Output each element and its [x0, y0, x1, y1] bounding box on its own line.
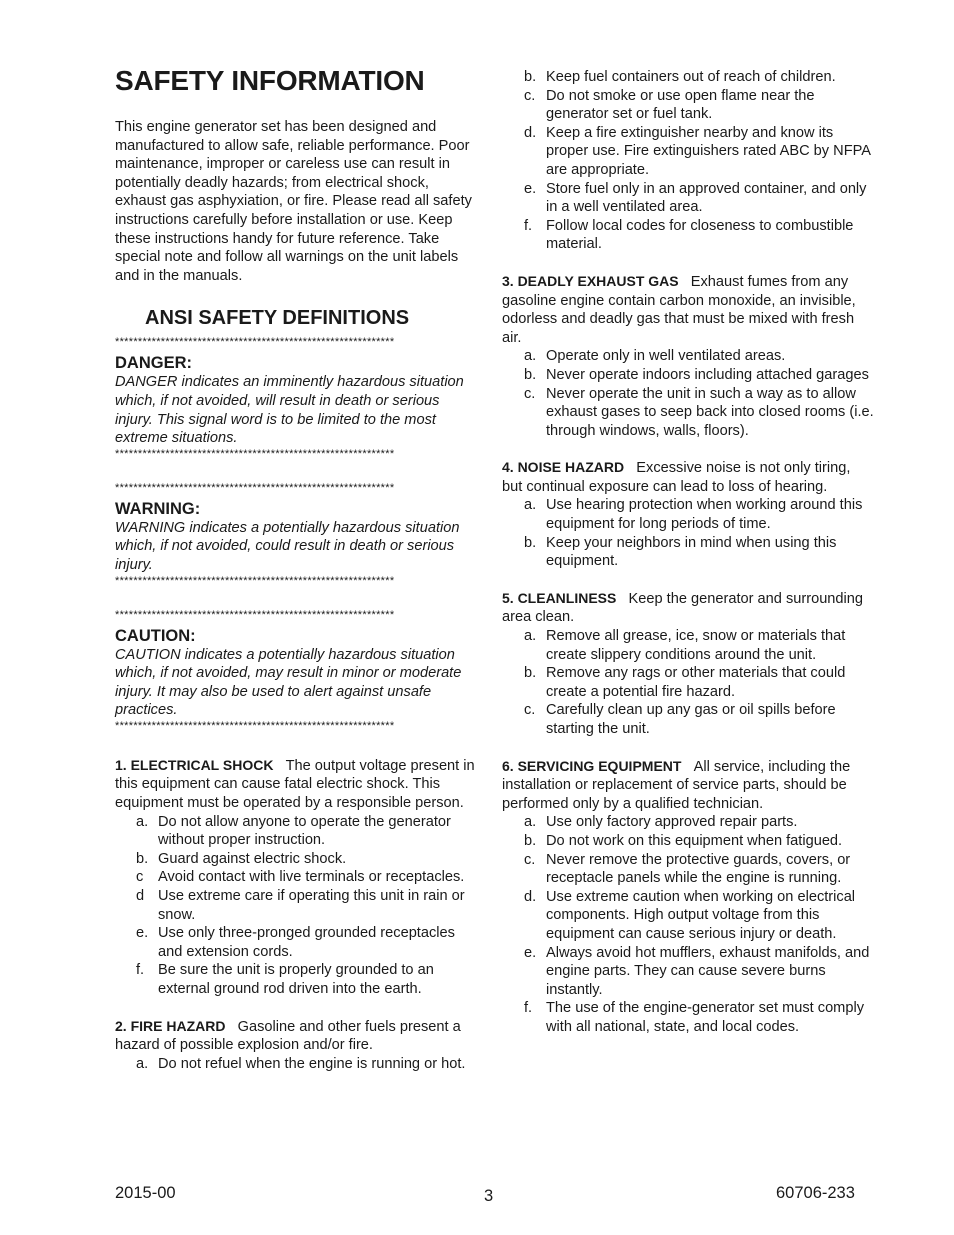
danger-body: DANGER indicates an imminently hazardous situation which, if not avoided, will result in death or serious injury. This signal word is to be limited to the most extreme situations.: [115, 374, 464, 447]
list-item: [524, 534, 874, 571]
list-text: Guard against electric shock.: [158, 850, 347, 867]
section-text: All service, including the installation or replacement of service parts, should be performed only by a qualified technician.: [502, 758, 851, 812]
section-text: Excessive noise is not only tiring, but continual exposure can lead to loss of hearing.: [502, 460, 851, 495]
list-text: Always avoid hot mufflers, exhaust manifolds, and engine parts. They can cause severe burns instantly.: [546, 944, 870, 998]
list-marker: a.: [524, 497, 537, 514]
list-text: Follow local codes for closeness to combustible material.: [546, 217, 854, 253]
danger-title: DANGER:: [115, 354, 192, 373]
list-marker: c.: [524, 851, 536, 868]
list-marker: e.: [524, 944, 537, 961]
list-marker: d.: [524, 888, 537, 905]
page-title: SAFETY INFORMATION: [115, 65, 425, 96]
list-text: Keep your neighbors in mind when using this equipment.: [546, 534, 837, 570]
section-list: [524, 627, 874, 739]
list-text: The use of the engine-generator set must comply with all national, state, and local codes.: [546, 1000, 864, 1035]
divider: *************************************************************: [115, 336, 395, 349]
list-marker: a.: [136, 1055, 149, 1072]
caution-body: CAUTION indicates a potentially hazardous situation which, if not avoided, may result in minor or moderate injury. It may also be used to alert against unsafe practices.: [115, 646, 462, 719]
divider: *************************************************************: [115, 608, 395, 621]
list-text: Never operate the unit in such a way as to allow exhaust gases to seep back into closed rooms (i.e. through windows, walls, floors).: [546, 385, 874, 439]
footer-part-number: 60706-233: [776, 1184, 855, 1202]
list-marker: b.: [524, 665, 537, 682]
list-item: [524, 701, 874, 738]
list-text: Carefully clean up any gas or oil spills before starting the unit.: [546, 702, 836, 737]
list-marker: b.: [524, 534, 537, 551]
section-heading: 3. DEADLY EXHAUST GAS: [502, 272, 679, 289]
list-text: Avoid contact with live terminals or receptacles.: [158, 869, 465, 886]
list-text: Operate only in well ventilated areas.: [546, 348, 786, 365]
list-text: Use extreme caution when working on electrical components. High output voltage from this equipment can cause serious injury or death.: [546, 888, 856, 942]
list-item: [136, 924, 480, 961]
list-marker: a.: [524, 628, 537, 645]
left-column: [115, 64, 480, 1073]
page-number: 3: [484, 1187, 494, 1205]
list-marker: a.: [524, 348, 537, 365]
list-marker: b.: [136, 850, 149, 867]
list-text: Store fuel only in an approved container, and only in a well ventilated area.: [546, 180, 867, 216]
list-text: Use extreme care if operating this unit in rain or snow.: [158, 888, 465, 923]
list-marker: b.: [524, 69, 537, 85]
section-text: Keep the generator and surrounding area clean.: [502, 590, 864, 626]
divider: *************************************************************: [115, 719, 395, 732]
list-item: [524, 627, 874, 664]
list-item: [136, 961, 480, 998]
list-marker: c.: [524, 702, 536, 719]
list-item: [524, 496, 874, 533]
list-text: Keep fuel containers out of reach of children.: [546, 69, 836, 85]
list-text: Use only factory approved repair parts.: [546, 814, 798, 831]
list-item: [136, 813, 480, 850]
section-text: Exhaust fumes from any gasoline engine contain carbon monoxide, an invisible, odorless and deadly gas that must be mixed with fresh air.: [502, 273, 856, 346]
list-text: Use hearing protection when working around this equipment for long periods of time.: [546, 497, 863, 533]
divider: *************************************************************: [115, 447, 395, 460]
list-marker: f.: [524, 217, 533, 234]
divider: *************************************************************: [115, 481, 395, 494]
list-item: [524, 347, 874, 366]
section-heading: 5. CLEANLINESS: [502, 589, 617, 606]
list-text: Do not smoke or use open flame near the generator set or fuel tank.: [546, 87, 815, 123]
list-item: [524, 832, 874, 851]
section-list: [524, 813, 874, 1036]
list-marker: e.: [136, 925, 149, 942]
list-item: [524, 68, 874, 87]
right-column: [502, 68, 874, 1037]
footer-date: 2015-00: [115, 1184, 176, 1202]
list-item: [524, 851, 874, 888]
section-heading: 6. SERVICING EQUIPMENT: [502, 757, 682, 774]
list-text: Do not refuel when the engine is running or hot.: [158, 1055, 466, 1072]
list-marker: c.: [524, 385, 536, 402]
ansi-heading: ANSI SAFETY DEFINITIONS: [145, 307, 410, 330]
section-servicing: [502, 757, 874, 1037]
section-heading: 1. ELECTRICAL SHOCK: [115, 756, 274, 773]
section-text: The output voltage present in this equipment can cause fatal electric shock. This equipment must be operated by a responsible person.: [115, 757, 475, 812]
list-text: Use only three-pronged grounded receptacles and extension cords.: [158, 925, 455, 960]
list-text: Do not allow anyone to operate the generator without proper instruction.: [158, 813, 451, 849]
list-marker: a.: [136, 813, 149, 830]
list-item: [136, 850, 480, 869]
section-list: [136, 1055, 480, 1074]
section-heading: 4. NOISE HAZARD: [502, 459, 625, 476]
list-item: [524, 366, 874, 385]
list-marker: f.: [524, 1000, 533, 1017]
section-list-continued: [524, 68, 874, 254]
list-text: Remove all grease, ice, snow or materials that create slippery conditions around the unit.: [546, 628, 846, 663]
list-item: [524, 385, 874, 441]
list-item: [524, 87, 874, 124]
section-text: Gasoline and other fuels present a hazard of possible explosion and/or fire.: [115, 1018, 461, 1054]
section-list: [136, 813, 480, 999]
section-cleanliness: [502, 589, 874, 739]
warning-body: WARNING indicates a potentially hazardous situation which, if not avoided, could result in death or serious injury.: [115, 519, 460, 573]
list-marker: a.: [524, 814, 537, 831]
list-text: Remove any rags or other materials that could create a potential fire hazard.: [546, 665, 846, 700]
section-heading: 2. FIRE HAZARD: [115, 1017, 226, 1034]
caution-title: CAUTION:: [115, 626, 196, 645]
intro-paragraph: This engine generator set has been designed and manufactured to allow safe, reliable performance. Poor maintenance, improper or careless use can result in potentially deadly hazards; from electrical shock, exhaust gas asphyxiation, or fire. Please read all safety instructions carefully before installation or use. Keep these instructions handy for future reference. Take special note and follow all warnings on the unit labels and in the manuals.: [115, 119, 472, 284]
section-list: [524, 347, 874, 440]
list-item: [524, 124, 874, 180]
list-item: [136, 887, 480, 924]
section-fire-hazard: [115, 1017, 480, 1074]
list-item: [524, 888, 874, 944]
list-item: [524, 944, 874, 1000]
section-exhaust-gas: [502, 272, 874, 440]
list-marker: b.: [524, 832, 537, 849]
list-marker: c: [136, 869, 144, 886]
section-noise-hazard: [502, 458, 874, 571]
list-text: Never remove the protective guards, covers, or receptacle panels while the engine is running.: [546, 851, 851, 887]
list-text: Keep a fire extinguisher nearby and know its proper use. Fire extinguishers rated ABC by NFPA are appropriate.: [546, 124, 871, 178]
list-item: [524, 664, 874, 701]
list-item: [524, 180, 874, 217]
list-marker: d: [136, 888, 145, 905]
list-marker: d.: [524, 124, 537, 141]
list-item: [524, 999, 874, 1036]
section-electrical-shock: [115, 756, 480, 999]
list-marker: b.: [524, 366, 537, 383]
warning-title: WARNING:: [115, 499, 201, 518]
divider: *************************************************************: [115, 574, 395, 587]
list-text: Be sure the unit is properly grounded to an external ground rod driven into the earth.: [158, 962, 434, 997]
list-text: Never operate indoors including attached garages: [546, 366, 869, 383]
list-text: Do not work on this equipment when fatigued.: [546, 832, 843, 849]
list-item: [136, 868, 480, 887]
list-marker: c.: [524, 87, 536, 104]
list-item: [524, 217, 874, 254]
list-item: [136, 1055, 480, 1074]
list-item: [524, 813, 874, 832]
list-marker: f.: [136, 962, 145, 979]
section-list: [524, 496, 874, 570]
list-marker: e.: [524, 180, 537, 197]
